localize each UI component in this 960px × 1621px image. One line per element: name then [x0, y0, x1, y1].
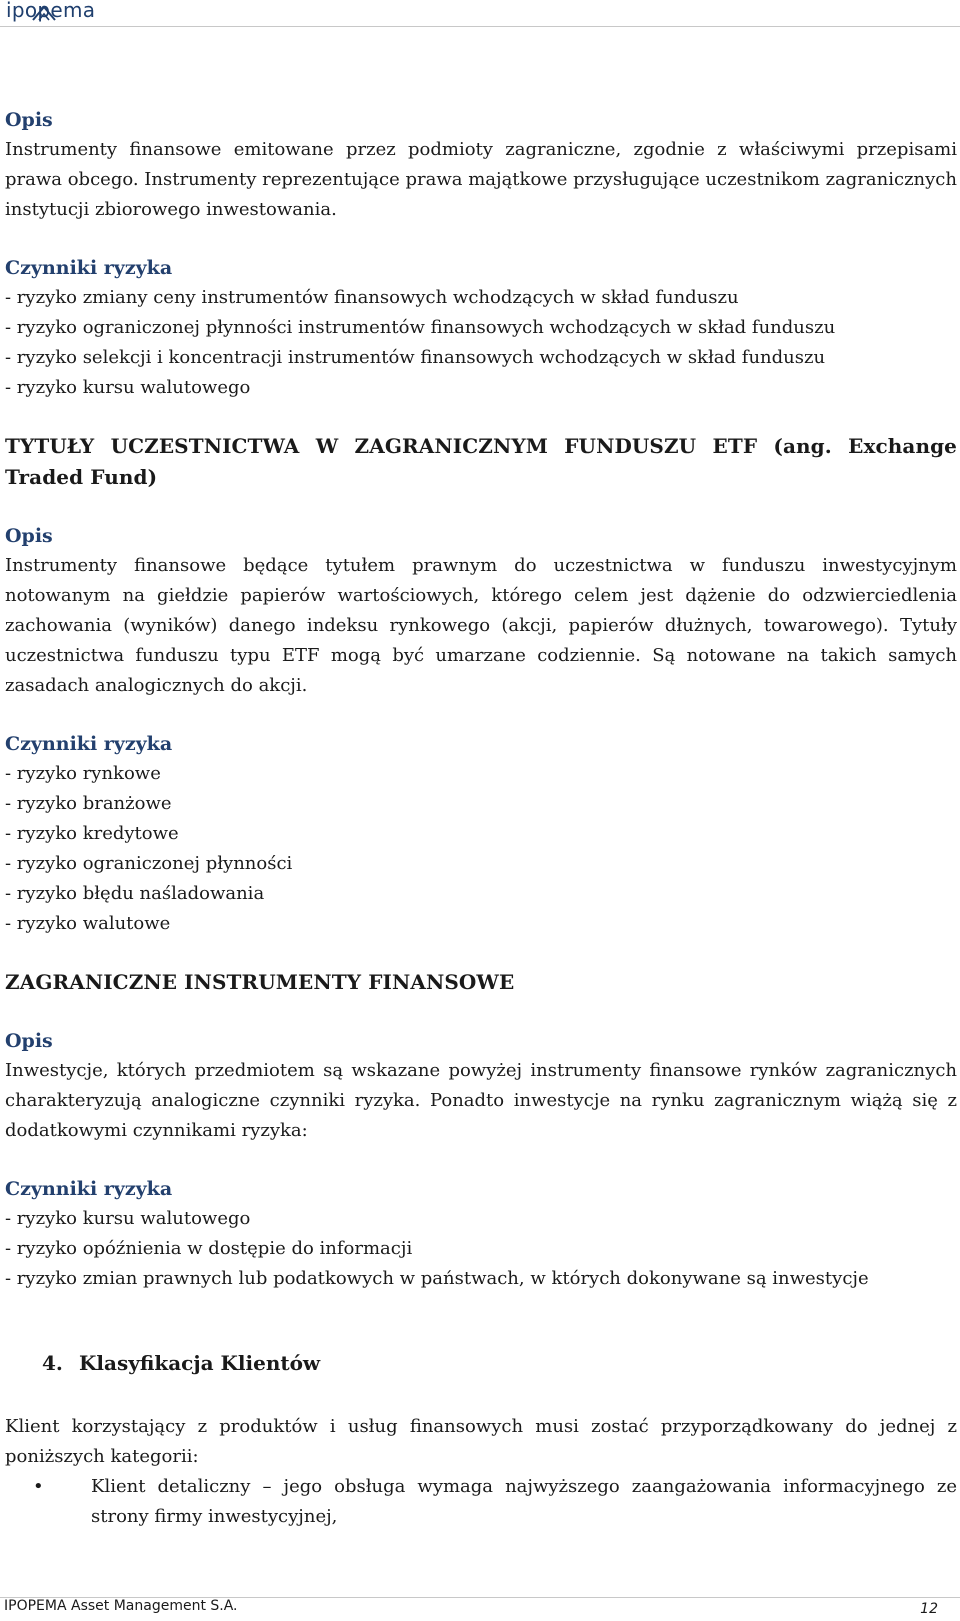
spacer — [5, 1146, 957, 1174]
spacer — [5, 225, 957, 253]
page-number: 12 — [920, 1601, 938, 1617]
header-divider — [0, 26, 960, 27]
s4-number: 4. — [42, 1351, 63, 1375]
s3-opis-heading: Opis — [5, 1030, 53, 1052]
s2-opis-text: Instrumenty finansowe będące tytułem prawnym do uczestnictwa w funduszu inwestycyjnym notowanym na giełdzie papierów wartościowych, którego celem jest dążenie do odzwierciedlenia zachowania (wyników) danego indeksu rynkowego (akcji, papierów dłużnych, towarowego). Tytuły uczestnictwa funduszu typu ETF mogą być umarzane codziennie. Są notowane na takich samych zasadach analogicznych do akcji. — [5, 555, 957, 696]
spacer — [5, 403, 957, 431]
footer-company-name: IPOPEMA Asset Management S.A. — [4, 1598, 238, 1614]
s4-intro-text: Klient korzystający z produktów i usług finansowych musi zostać przyporządkowany do jednej z poniższych kategorii: — [5, 1416, 957, 1467]
risk-item: - ryzyko ograniczonej płynności — [5, 853, 293, 874]
bullet-icon: • — [33, 1476, 44, 1497]
risk-item: - ryzyko kursu walutowego — [5, 377, 251, 398]
logo-swoosh-icon — [31, 4, 57, 24]
bullet-list-item — [5, 1472, 957, 1532]
risk-item: - ryzyko błędu naśladowania — [5, 883, 265, 904]
spacer — [5, 939, 957, 967]
s4-heading — [5, 1348, 957, 1378]
bullet-text: Klient detaliczny – jego obsługa wymaga najwyższego zaangażowania informacyjnego ze strony firmy inwestycyjnej, — [91, 1476, 957, 1527]
risk-item: - ryzyko selekcji i koncentracji instrumentów finansowych wchodzących w skład funduszu — [5, 347, 826, 368]
s3-title: ZAGRANICZNE INSTRUMENTY FINANSOWE — [5, 970, 515, 994]
s1-opis-text: Instrumenty finansowe emitowane przez podmioty zagraniczne, zgodnie z właściwymi przepisami prawa obcego. Instrumenty reprezentujące prawa majątkowe przysługujące uczestnikom zagranicznych instytucji zbiorowego inwestowania. — [5, 139, 957, 220]
spacer — [5, 1294, 957, 1348]
spacer — [5, 493, 957, 521]
risk-item: - ryzyko kursu walutowego — [5, 1208, 251, 1229]
s3-risk-heading: Czynniki ryzyka — [5, 1178, 173, 1200]
risk-item: - ryzyko opóźnienia w dostępie do informacji — [5, 1238, 413, 1259]
risk-item: - ryzyko ograniczonej płynności instrumentów finansowych wchodzących w skład funduszu — [5, 317, 836, 338]
company-logo: ipopema — [6, 0, 96, 22]
s2-title: TYTUŁY UCZESTNICTWA W ZAGRANICZNYM FUNDUSZU ETF (ang. Exchange Traded Fund) — [5, 434, 957, 489]
risk-item: - ryzyko branżowe — [5, 793, 172, 814]
s3-risk-list — [5, 1204, 957, 1294]
s1-risk-heading: Czynniki ryzyka — [5, 257, 173, 279]
s2-risk-heading: Czynniki ryzyka — [5, 733, 173, 755]
document-body — [5, 105, 957, 1532]
risk-item: - ryzyko zmian prawnych lub podatkowych w państwach, w których dokonywane są inwestycje — [5, 1268, 869, 1289]
risk-item: - ryzyko kredytowe — [5, 823, 179, 844]
s1-risk-list — [5, 283, 957, 403]
spacer — [5, 998, 957, 1026]
spacer — [5, 1378, 957, 1412]
risk-item: - ryzyko zmiany ceny instrumentów finansowych wchodzących w skład funduszu — [5, 287, 739, 308]
s1-opis-heading: Opis — [5, 109, 53, 131]
page-header — [0, 0, 960, 26]
risk-item: - ryzyko rynkowe — [5, 763, 161, 784]
s2-opis-heading: Opis — [5, 525, 53, 547]
s3-opis-text: Inwestycje, których przedmiotem są wskazane powyżej instrumenty finansowe rynków zagranicznych charakteryzują analogiczne czynniki ryzyka. Ponadto inwestycje na rynku zagranicznym wiążą się z dodatkowymi czynnikami ryzyka: — [5, 1060, 957, 1141]
risk-item: - ryzyko walutowe — [5, 913, 171, 934]
s4-title: Klasyfikacja Klientów — [79, 1351, 321, 1375]
s2-risk-list — [5, 759, 957, 939]
spacer — [5, 701, 957, 729]
